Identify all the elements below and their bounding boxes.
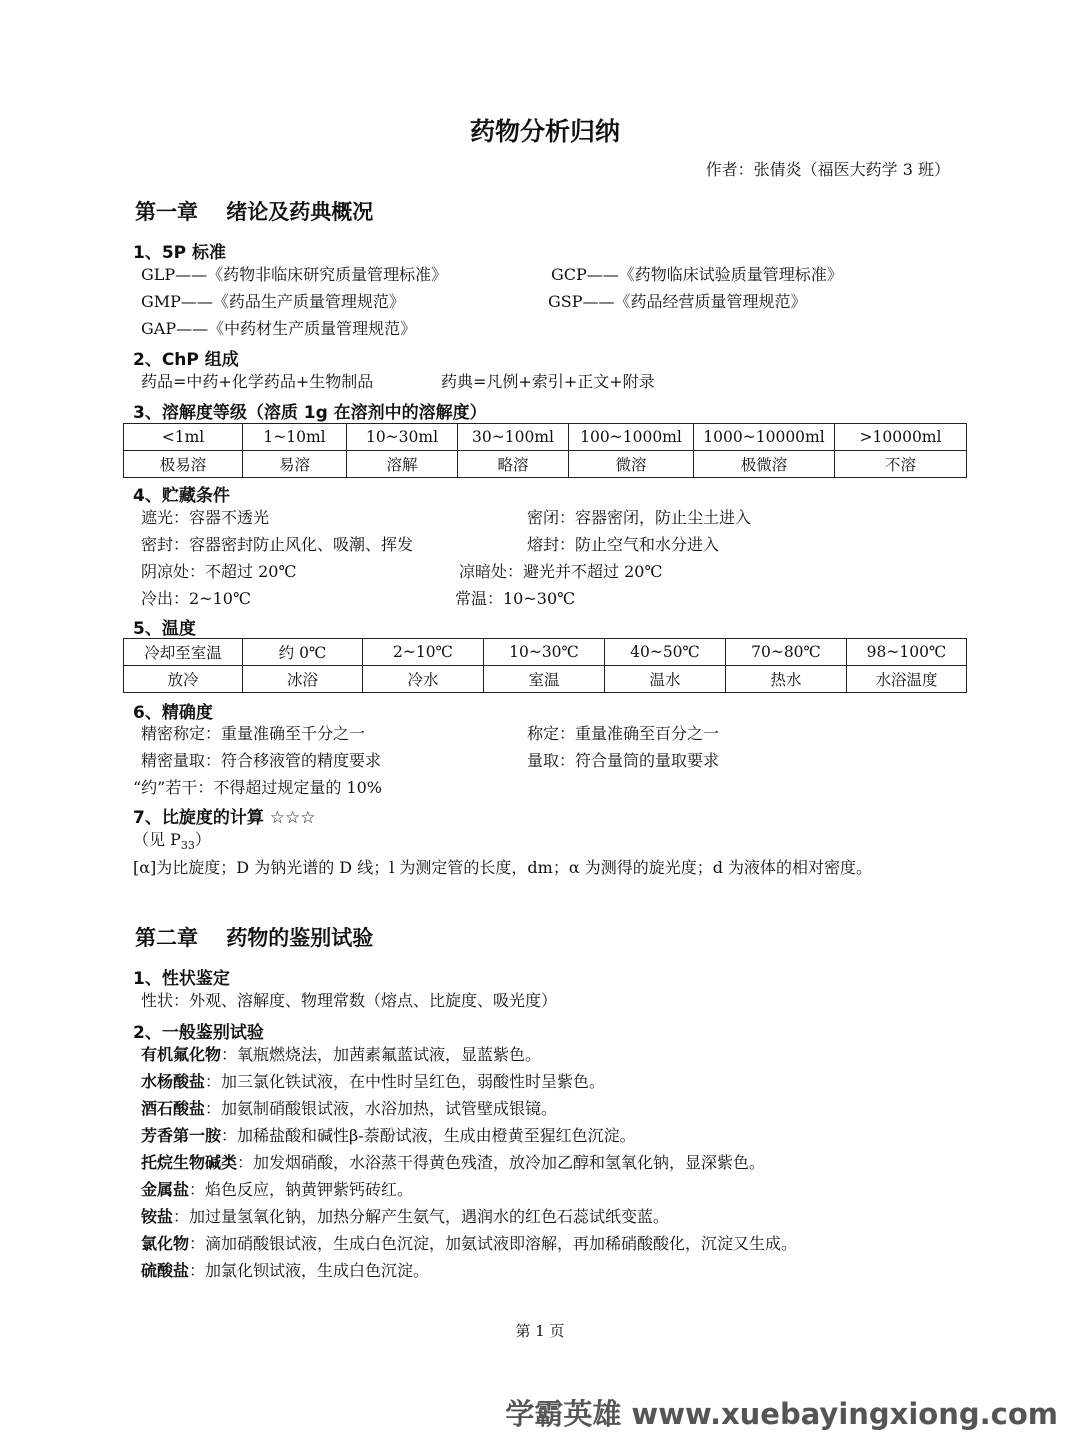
table-cell: 1~10ml — [243, 424, 347, 451]
item-desc: ：氧瓶燃烧法，加茜素氟蓝试液，显蓝紫色。 — [221, 1045, 542, 1064]
precision-jingmiliangqu: 精密量取：符合移液管的精度要求 — [141, 751, 382, 770]
table-cell: 冰浴 — [243, 666, 363, 693]
precision-liangqu: 量取：符合量筒的量取要求 — [527, 751, 720, 770]
item-term: 硫酸盐 — [141, 1261, 190, 1280]
item-term: 金属盐 — [141, 1180, 190, 1199]
table-cell: 冷水 — [363, 666, 484, 693]
gsp-line: GSP——《药品经营质量管理规范》 — [548, 292, 807, 311]
document-title: 药物分析归纳 — [469, 117, 620, 146]
item-desc: ：加稀盐酸和碱性β-萘酚试液，生成由橙黄至猩红色沉淀。 — [221, 1126, 636, 1145]
solubility-amount-row — [124, 424, 967, 451]
gcp-line: GCP——《药物临床试验质量管理标准》 — [551, 265, 843, 284]
item-desc: ：滴加硝酸银试液，生成白色沉淀，加氨试液即溶解，再加稀硝酸酸化，沉淀又生成。 — [189, 1234, 798, 1253]
precision-jingmichengding: 精密称定：重量准确至千分之一 — [141, 724, 366, 743]
item-term: 有机氟化物 — [141, 1045, 222, 1064]
section-storage-title: 4、贮藏条件 — [133, 486, 230, 506]
section-rotation-title: 7、比旋度的计算 ☆☆☆ — [133, 808, 316, 828]
table-cell: 冷却至室温 — [124, 639, 243, 666]
solubility-table — [123, 423, 967, 478]
storage-changwen: 常温：10~30℃ — [455, 589, 576, 608]
list-item — [141, 1099, 557, 1119]
storage-liangan: 凉暗处：避光并不超过 20℃ — [459, 562, 663, 581]
table-cell: 10~30ml — [347, 424, 458, 451]
list-item — [141, 1207, 669, 1227]
storage-yinliang: 阴凉处：不超过 20℃ — [141, 562, 297, 581]
table-cell: 70~80℃ — [726, 639, 847, 666]
storage-lengchu: 冷出：2~10℃ — [141, 589, 251, 608]
table-cell: 易溶 — [243, 451, 347, 478]
table-cell: 1000~10000ml — [694, 424, 835, 451]
gap-line: GAP——《中药材生产质量管理规范》 — [141, 319, 417, 338]
list-item — [141, 1126, 636, 1146]
table-cell: 40~50℃ — [605, 639, 726, 666]
list-item — [141, 1180, 413, 1200]
list-item — [141, 1153, 765, 1173]
storage-mibi: 密闭：容器密闭，防止尘土进入 — [527, 508, 752, 527]
section-5p-title: 1、5P 标准 — [133, 243, 227, 263]
rotation-reference — [133, 830, 211, 856]
storage-zheguang: 遮光：容器不透光 — [141, 508, 270, 527]
table-cell: 极微溶 — [694, 451, 835, 478]
item-desc: ：加氨制硝酸银试液，水浴加热，试管壁成银镜。 — [205, 1099, 558, 1118]
page-number: 第 1 页 — [515, 1322, 565, 1340]
solubility-term-row — [124, 451, 967, 478]
table-cell: 约 0℃ — [243, 639, 363, 666]
ref-prefix: （见 P — [133, 830, 181, 849]
item-term: 芳香第一胺 — [141, 1126, 222, 1145]
table-cell: >10000ml — [835, 424, 967, 451]
rotation-description: [α]为比旋度；D 为钠光谱的 D 线；l 为测定管的长度，dm；α 为测得的旋光度；d 为液体的相对密度。 — [133, 858, 873, 877]
table-cell: 温水 — [605, 666, 726, 693]
author-line: 作者：张倩炎（福医大药学 3 班） — [705, 160, 950, 179]
drug-composition: 药品=中药+化学药品+生物制品 — [141, 372, 374, 391]
section-chp-title: 2、ChP 组成 — [133, 350, 239, 370]
item-term: 酒石酸盐 — [141, 1099, 206, 1118]
table-cell: 溶解 — [347, 451, 458, 478]
ref-suffix: ） — [194, 830, 211, 849]
pharmacopeia-composition: 药典=凡例+索引+正文+附录 — [441, 372, 655, 391]
temperature-value-row — [124, 639, 967, 666]
item-desc: ：加三氯化铁试液，在中性时呈红色，弱酸性时呈紫色。 — [205, 1072, 606, 1091]
table-cell: 30~100ml — [458, 424, 569, 451]
precision-yue: “约”若干：不得超过规定量的 10% — [133, 778, 383, 797]
table-cell: <1ml — [124, 424, 243, 451]
ref-subscript: 33 — [180, 839, 195, 853]
storage-mifeng: 密封：容器密封防止风化、吸潮、挥发 — [141, 535, 414, 554]
item-desc: ：加过量氢氧化钠，加热分解产生氨气，遇润水的红色石蕊试纸变蓝。 — [173, 1207, 670, 1226]
temperature-table — [123, 638, 967, 693]
gmp-line: GMP——《药品生产质量管理规范》 — [141, 292, 405, 311]
list-item — [141, 1072, 605, 1092]
section-temperature-title: 5、温度 — [133, 619, 196, 639]
section-identification-title: 2、一般鉴别试验 — [133, 1023, 264, 1043]
traits-text: 性状：外观、溶解度、物理常数（熔点、比旋度、吸光度） — [141, 991, 558, 1010]
table-cell: 不溶 — [835, 451, 967, 478]
item-desc: ：加发烟硝酸，水浴蒸干得黄色残渣，放冷加乙醇和氢氧化钠，显深紫色。 — [237, 1153, 766, 1172]
item-desc: ：加氯化钡试液，生成白色沉淀。 — [189, 1261, 430, 1280]
list-item — [141, 1045, 541, 1065]
table-cell: 略溶 — [458, 451, 569, 478]
table-cell: 微溶 — [569, 451, 694, 478]
item-term: 铵盐 — [141, 1207, 174, 1226]
item-term: 托烷生物碱类 — [141, 1153, 238, 1172]
glp-line: GLP——《药物非临床研究质量管理标准》 — [141, 265, 448, 284]
temperature-name-row — [124, 666, 967, 693]
table-cell: 10~30℃ — [484, 639, 605, 666]
table-cell: 极易溶 — [124, 451, 243, 478]
list-item — [141, 1261, 429, 1281]
chapter-1-heading: 第一章 绪论及药典概况 — [135, 200, 374, 224]
chapter-2-heading: 第二章 药物的鉴别试验 — [135, 926, 374, 950]
table-cell: 室温 — [484, 666, 605, 693]
item-term: 水杨酸盐 — [141, 1072, 206, 1091]
table-cell: 放冷 — [124, 666, 243, 693]
section-solubility-title: 3、溶解度等级（溶质 1g 在溶剂中的溶解度） — [133, 403, 487, 423]
item-desc: ：焰色反应，钠黄钾紫钙砖红。 — [189, 1180, 414, 1199]
table-cell: 热水 — [726, 666, 847, 693]
table-cell: 100~1000ml — [569, 424, 694, 451]
table-cell: 98~100℃ — [847, 639, 967, 666]
list-item — [141, 1234, 797, 1254]
table-cell: 水浴温度 — [847, 666, 967, 693]
table-cell: 2~10℃ — [363, 639, 484, 666]
storage-rongfeng: 熔封：防止空气和水分进入 — [527, 535, 720, 554]
item-term: 氯化物 — [141, 1234, 190, 1253]
precision-chengding: 称定：重量准确至百分之一 — [527, 724, 720, 743]
site-watermark: 学霸英雄 www.xuebayingxiong.com — [505, 1397, 1058, 1431]
section-precision-title: 6、精确度 — [133, 703, 213, 723]
section-traits-title: 1、性状鉴定 — [133, 969, 230, 989]
